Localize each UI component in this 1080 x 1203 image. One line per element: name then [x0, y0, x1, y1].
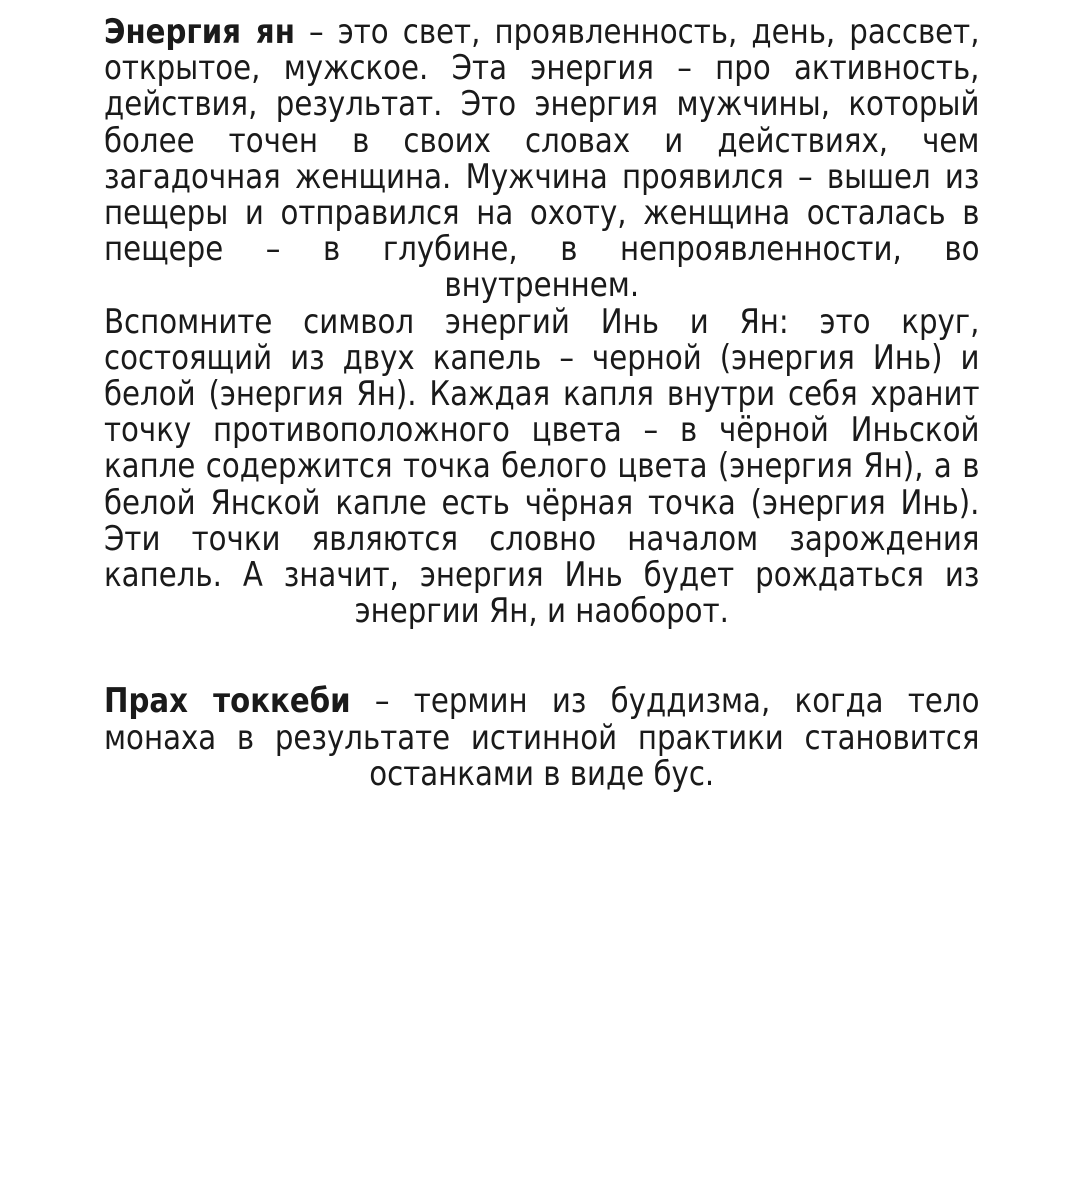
term-yang-energy: Энергия ян	[104, 12, 295, 52]
term-tokkebi-ash: Прах токкеби	[104, 681, 351, 722]
article-text	[104, 12, 980, 794]
paragraph-yang-energy	[104, 14, 979, 304]
definition-yang-energy: – это свет, проявленность, день, рассвет, открытое, мужское. Эта энергия – про активность, действия, результат. Это энергия мужчины, который более точен в своих словах и действиях, чем загадочная женщина. Мужчина проявился – вышел из пещеры и отправился на охоту, женщина осталась в пещере – в глубине, в непроявленности, во внутреннем.	[104, 12, 980, 306]
definition-tokkebi-ash: – термин из буддизма, когда тело монаха в результате истинной практики становится останками в виде бус.	[104, 681, 980, 794]
yin-yang-symbol-text: Вспомните символ энергий Инь и Ян: это круг, состоящий из двух капель – черной (энергия Инь) и белой (энергия Ян). Каждая капля внутри себя хранит точку противоположного цвета – в чёрной Иньской капле содержится точка белого цвета (энергия Ян), а в белой Янской капле есть чёрная точка (энергия Инь). Эти точки являются словно началом зарождения капель. А значит, энергия Инь будет рождаться из энергии Ян, и наоборот.	[104, 301, 980, 632]
paragraph-yin-yang-symbol	[104, 301, 980, 632]
paragraph-tokkebi-ash	[104, 683, 979, 792]
paragraph-spacer	[104, 629, 857, 683]
